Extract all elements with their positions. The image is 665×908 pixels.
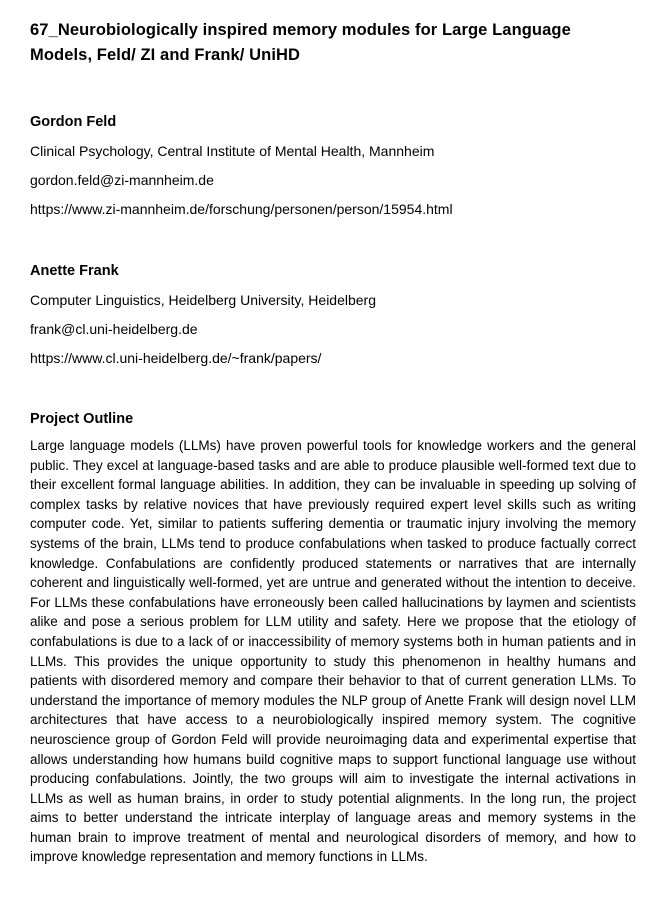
document-title: 67_Neurobiologically inspired memory modules for Large Language Models, Feld/ ZI and Frank/ UniHD bbox=[30, 21, 571, 64]
project-outline-heading: Project Outline bbox=[30, 411, 134, 427]
project-outline-section bbox=[30, 405, 636, 867]
contact-affiliation: Clinical Psychology, Central Institute of Mental Health, Mannheim bbox=[30, 143, 435, 159]
contact-email: frank@cl.uni-heidelberg.de bbox=[30, 321, 198, 337]
contact-block-gordon-feld bbox=[30, 108, 636, 224]
contact-block-anette-frank bbox=[30, 257, 636, 373]
contact-affiliation: Computer Linguistics, Heidelberg University, Heidelberg bbox=[30, 292, 377, 308]
project-outline-body: Large language models (LLMs) have proven powerful tools for knowledge workers and the general public. They excel at language-based tasks and are able to produce plausible well-formed text due to their excellent formal language abilities. In addition, they can be invaluable in speeding up solving of complex tasks by relative novices that have previously required expert level skills such as writing computer code. Yet, similar to patients suffering dementia or traumatic injury involving the memory systems of the brain, LLMs tend to produce confabulations when tasked to produce factually correct knowledge. Confabulations are confidently produced statements or narratives that are internally coherent and linguistically well-formed, yet are untrue and generated without the intention to deceive. For LLMs these confabulations have erroneously been called hallucinations by laymen and scientists alike and pose a serious problem for LLM utility and safety. Here we propose that the etiology of confabulations is due to a lack of or inaccessibility of memory systems both in human patients and in LLMs. This provides the unique opportunity to study this phenomenon in healthy humans and patients with disordered memory and compare their behavior to that of current generation LLMs. To understand the importance of memory modules the NLP group of Anette Frank will design novel LLM architectures that have access to a neurobiologically inspired memory system. The cognitive neuroscience group of Gordon Feld will provide neuroimaging data and experimental expertise that allows understanding how humans build cognitive maps to support functional language use without producing confabulations. Jointly, the two groups will aim to investigate the internal activations in LLMs as well as human brains, in order to study potential alignments. In the long run, the project aims to better understand the intricate interplay of language areas and memory systems in the human brain to improve treatment of mental and neurological disorders of memory, and how to improve knowledge representation and memory functions in LLMs. bbox=[30, 438, 636, 865]
contact-website: https://www.zi-mannheim.de/forschung/personen/person/15954.html bbox=[30, 201, 453, 217]
contact-name: Anette Frank bbox=[30, 263, 119, 279]
contact-name: Gordon Feld bbox=[30, 114, 117, 130]
contact-email: gordon.feld@zi-mannheim.de bbox=[30, 172, 214, 188]
contact-website: https://www.cl.uni-heidelberg.de/~frank/papers/ bbox=[30, 350, 322, 366]
